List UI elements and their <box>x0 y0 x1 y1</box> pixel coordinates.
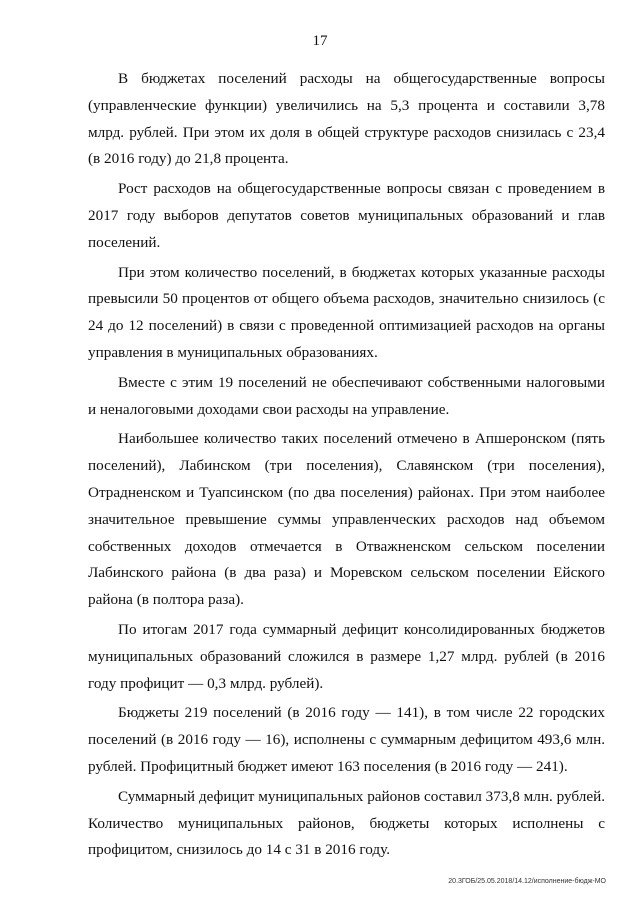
paragraph-6: По итогам 2017 года суммарный дефицит консолидированных бюджетов муниципальных образований сложился в размере 1,27 млрд. рублей (в 2016 году профицит — 0,3 млрд. рублей). <box>88 620 605 692</box>
paragraph-2: Рост расходов на общегосударственные вопросы связан с проведением в 2017 году выборов депутатов советов муниципальных образований и глав поселений. <box>88 180 605 251</box>
paragraph-1: В бюджетах поселений расходы на общегосударственные вопросы (управленческие функции) увеличились на 5,3 процента и составили 3,78 млрд. рублей. При этом их доля в общей структуре расходов снизилась с 23,4 (в 2016 году) до 21,8 процента. <box>88 70 605 168</box>
paragraph-3: При этом количество поселений, в бюджетах которых указанные расходы превысили 50 процентов от общего объема расходов, значительно снизилось (с 24 до 12 поселений) в связи с проведенной оптимизацией расходов на органы управления в муниципальных образованиях. <box>88 263 605 361</box>
paragraph-8: Суммарный дефицит муниципальных районов составил 373,8 млн. рублей. Количество муниципальных районов, бюджеты которых исполнены с профицитом, снизилось до 14 с 31 в 2016 году. <box>88 787 605 859</box>
document-body <box>88 66 605 867</box>
page-number: 17 <box>312 33 328 49</box>
document-footer-code: 20.3ГОБ/25.05.2018/14.12/исполнение-бюдж-МО <box>448 878 606 885</box>
paragraph-5: Наибольшее количество таких поселений отмечено в Апшеронском (пять поселений), Лабинском (три поселения), Славянском (три поселения), Отрадненском и Туапсинском (по два поселения) районах. При этом наиболее значительное превышение суммы управленческих расходов над объемом собственных доходов отмечается в Отважненском сельском поселении Лабинского района (в два раза) и Моревском сельском поселении Ейского района (в полтора раза). <box>88 430 605 609</box>
paragraph-4: Вместе с этим 19 поселений не обеспечивают собственными налоговыми и неналоговыми доходами свои расходы на управление. <box>88 373 605 418</box>
paragraph-7: Бюджеты 219 поселений (в 2016 году — 141), в том числе 22 городских поселений (в 2016 году — 16), исполнены с суммарным дефицитом 493,6 млн. рублей. Профицитный бюджет имеют 163 поселения (в 2016 году — 241). <box>88 704 605 775</box>
